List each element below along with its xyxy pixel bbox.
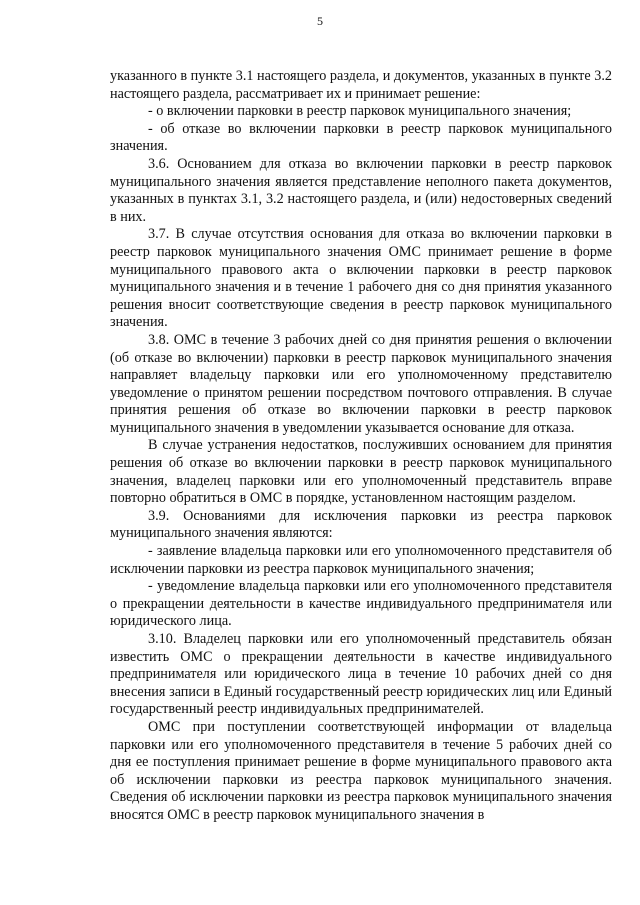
paragraph-3-8-resubmission: В случае устранения недостатков, послуживших основанием для принятия решения об отказе во включении парковки в реестр парковок муниципального значения, владелец парковки или его уполномоченный представитель вправе повторно обратиться в ОМС в порядке, установленном настоящим разделом. <box>110 437 612 507</box>
paragraph-option-include: - о включении парковки в реестр парковок муниципального значения; <box>148 103 572 120</box>
paragraph-3-8: 3.8. ОМС в течение 3 рабочих дней со дня принятия решения о включении (об отказе во включении) парковки в реестр парковок муниципального значения направляет владельцу парковки или его уполномоченному представителю уведомление о принятом решении посредством почтового отправления. В случае принятия решения об отказе во включении парковки в реестр парковок муниципального значения в уведомлении указывается основание для отказа. <box>110 331 612 436</box>
paragraph-3-9: 3.9. Основаниями для исключения парковки из реестра парковок муниципального значения являются: <box>110 507 612 542</box>
paragraph-3-7: 3.7. В случае отсутствия основания для отказа во включении парковки в реестр парковок муниципального значения ОМС принимает решение в форме муниципального правового акта о включении парковки в реестр парковок муниципального значения и в течение 1 рабочего дня со дня принятия указанного решения вносит соответствующие сведения в реестр парковок муниципального значения. <box>110 226 612 331</box>
paragraph-continuation: указанного в пункте 3.1 настоящего раздела, и документов, указанных в пункте 3.2 настоящего раздела, рассматривает их и принимает решение: <box>110 68 612 102</box>
body-text <box>110 68 612 825</box>
paragraph-3-9-application: - заявление владельца парковки или его уполномоченного представителя об исключении парковки из реестра парковок муниципального значения; <box>110 543 612 577</box>
page-number: 5 <box>317 14 323 28</box>
paragraph-3-6: 3.6. Основанием для отказа во включении парковки в реестр парковок муниципального значения является представление неполного пакета документов, указанных в пунктах 3.1, 3.2 настоящего раздела, и (или) недостоверных сведений в них. <box>110 155 612 225</box>
paragraph-option-refuse: - об отказе во включении парковки в реестр парковок муниципального значения. <box>110 120 612 155</box>
paragraph-3-9-notification: - уведомление владельца парковки или его уполномоченного представителя о прекращении деятельности в качестве индивидуального предпринимателя или юридического лица. <box>110 578 612 630</box>
paragraph-3-10: 3.10. Владелец парковки или его уполномоченный представитель обязан известить ОМС о прекращении деятельности в качестве индивидуального предпринимателя или юридического лица в течение 10 рабочих дней со дня внесения записи в Единый государственный реестр юридических лиц или Единый государственный реестр индивидуальных предпринимателей. <box>110 631 612 718</box>
paragraph-3-10-oms-decision: ОМС при поступлении соответствующей информации от владельца парковки или его уполномоченного представителя в течение 5 рабочих дней со дня ее поступления принимает решение в форме муниципального правового акта об исключении парковки из реестра парковок муниципального значения. Сведения об исключении парковки из реестра парковок муниципального значения вносятся ОМС в реестр парковок муниципального значения в <box>110 718 612 823</box>
